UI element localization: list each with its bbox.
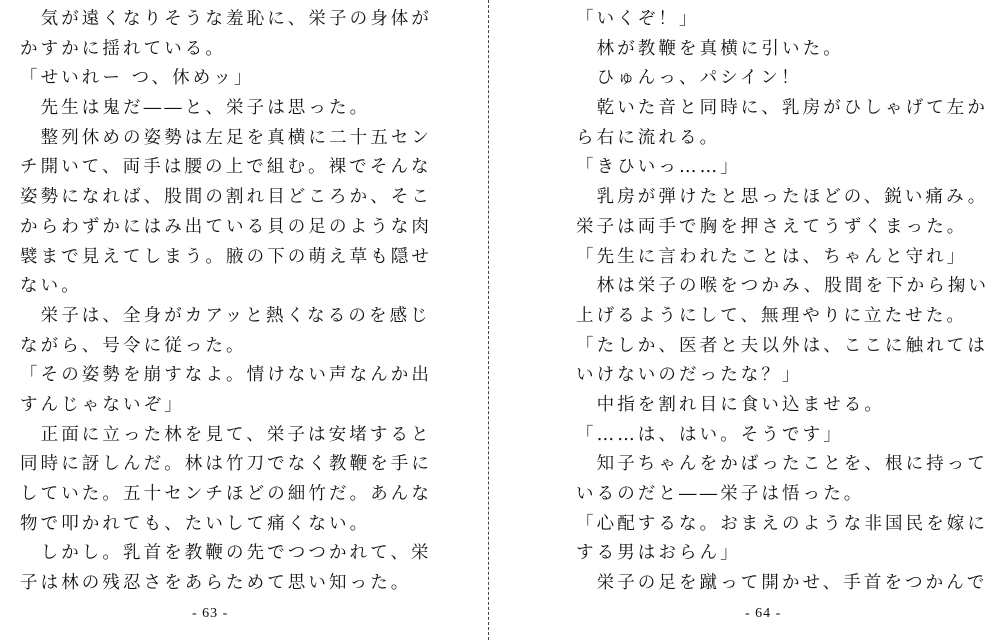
text-line: すんじゃないぞ」 <box>20 394 185 415</box>
text-line: いけないのだったな？」 <box>576 365 803 386</box>
text-line: 物で叩かれても、たいして痛くない。 <box>20 513 371 534</box>
text-line: チ開いて、両手は腰の上で組む。裸でそんな <box>20 157 432 178</box>
text-line: しかし。乳首を教鞭の先でつつかれて、栄 <box>20 543 432 564</box>
text-line: かすかに揺れている。 <box>20 38 226 59</box>
text-line: 「たしか、医者と夫以外は、ここに触れては <box>576 335 988 356</box>
text-line: 同時に訝しんだ。林は竹刀でなく教鞭を手に <box>20 454 432 475</box>
text-line: 正面に立った林を見て、栄子は安堵すると <box>20 424 432 445</box>
text-line: 栄子は両手で胸を押さえてうずくまった。 <box>576 216 968 237</box>
text-line: 気が遠くなりそうな羞恥に、栄子の身体が <box>20 9 432 29</box>
text-line: 先生は鬼だ――と、栄子は思った。 <box>20 98 371 119</box>
text-line: ながら、号令に従った。 <box>20 335 247 356</box>
text-line: 「先生に言われたことは、ちゃんと守れ」 <box>576 246 968 267</box>
text-line: 栄子は、全身がカアッと熱くなるのを感じ <box>20 305 431 326</box>
left-page-text <box>20 5 460 599</box>
text-line: 乳房が弾けたと思ったほどの、鋭い痛み。 <box>576 187 989 208</box>
right-page-text <box>576 5 990 599</box>
text-line: 中指を割れ目に食い込ませる。 <box>576 394 885 415</box>
left-page <box>0 0 488 640</box>
text-line: ひゅんっ、パシイン！ <box>576 68 802 89</box>
text-line: していた。五十センチほどの細竹だ。あんな <box>20 484 432 504</box>
text-line: からわずかにはみ出ている貝の足のような肉 <box>20 216 432 237</box>
text-line: 上げるようにして、無理やりに立たせた。 <box>576 305 968 326</box>
text-line: 「いくぞ！」 <box>576 9 700 29</box>
text-line: 栄子の足を蹴って開かせ、手首をつかんで <box>576 573 988 594</box>
text-line: 襞まで見えてしまう。腋の下の萌え草も隠せ <box>20 246 432 267</box>
text-line: ない。 <box>20 276 82 297</box>
text-line: 林が教鞭を真横に引いた。 <box>576 38 844 59</box>
page-divider <box>488 0 489 640</box>
text-line: 「その姿勢を崩すなよ。情けない声なんか出 <box>20 365 432 386</box>
text-line: 姿勢になれば、股間の割れ目どころか、そこ <box>20 187 432 208</box>
text-line: 「きひいっ……」 <box>576 157 741 178</box>
right-page <box>490 0 1000 640</box>
text-line: 子は林の残忍さをあらためて思い知った。 <box>20 573 412 594</box>
page-number: - 63 - <box>192 606 229 621</box>
text-line: 「心配するな。おまえのような非国民を嫁に <box>576 513 988 534</box>
text-line: いるのだと――栄子は悟った。 <box>576 484 865 504</box>
text-line: 「……は、はい。そうです」 <box>576 424 844 445</box>
text-line: 乾いた音と同時に、乳房がひしゃげて左か <box>576 98 988 119</box>
text-line: する男はおらん」 <box>576 543 741 564</box>
text-line: 整列休めの姿勢は左足を真横に二十五セン <box>20 127 432 148</box>
text-line: 知子ちゃんをかばったことを、根に持って <box>576 454 988 475</box>
page-number: - 64 - <box>745 606 782 621</box>
text-line: 「せいれー つ、休めッ」 <box>20 68 255 89</box>
text-line: ら右に流れる。 <box>576 127 721 148</box>
text-line: 林は栄子の喉をつかみ、股間を下から掬い <box>576 276 990 297</box>
